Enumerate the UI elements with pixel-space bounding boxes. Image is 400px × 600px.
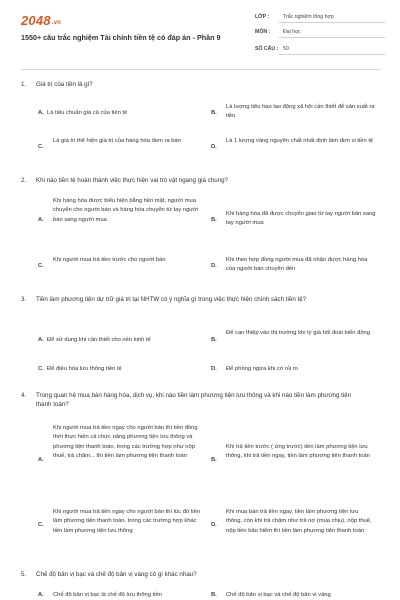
option-text: Để phòng ngừa khi có rủi ro [226, 366, 298, 372]
option-letter: C. [38, 522, 44, 528]
question-text: Giá trị của tiền là gì? [36, 81, 93, 88]
question-number: 5. [21, 571, 27, 578]
meta-socau-label: SỐ CÂU : [255, 46, 279, 52]
option-letter: D. [211, 144, 217, 150]
option-text: Là lượng tiêu hao lao động xã hội cần thiết để sản xuất ra tiền [226, 104, 375, 120]
option-text: Khi hàng hóa được biểu hiện bằng tiền mặt, người mua chuyển cho người bán và hàng hóa chuyển từ tay người bán sang người mua [53, 198, 199, 223]
question-number: 4. [21, 392, 27, 399]
option-letter: A. [38, 110, 44, 116]
option-text: Khi người mua trả tiền trước cho người bán [53, 257, 166, 263]
option-letter: A. [38, 337, 44, 343]
meta-mon-underline [279, 37, 385, 38]
option-text: Chế độ bản vị bạc là chế độ lưu thông tiền [53, 592, 162, 598]
document-header [0, 0, 400, 64]
option-letter: D. [211, 522, 217, 528]
document-title: 1550+ câu trắc nghiệm Tài chính tiền tệ có đáp án - Phần 9 [21, 33, 221, 42]
question-text: Chế độ bản vị bạc và chế độ bản vị vàng có gì khác nhau? [36, 571, 197, 578]
meta-lop-label: LỚP : [255, 14, 270, 20]
question-text: Trong quan hệ mua bán hàng hóa, dịch vụ, khi nào tiền làm phương tiện lưu thông và khi nào tiền làm phương tiện thanh toán? [36, 392, 352, 409]
option-letter: B. [211, 110, 217, 116]
option-text: Khi trả tiền trước ( ứng trước) tiền làm phương tiện lưu thông, khi trả tiền ngay, tiền làm phương tiện thanh toán [226, 444, 370, 460]
option-text: Để điều hòa lưu thông tiền tệ [47, 366, 122, 372]
option-text: Là tiêu chuẩn giá cả của tiền tệ [47, 110, 128, 116]
logo-number: 2048 [21, 13, 51, 28]
meta-mon-label: MÔN : [255, 29, 271, 35]
meta-lop-value: Trắc nghiệm tổng hợp [283, 14, 334, 20]
option-text: Khi người mua trả tiền ngay cho người bán thì lúc đó tiền làm phương tiện thanh toán, trong các trường hợp khác tiền làm phương tiện lưu thông [53, 509, 201, 534]
option-letter: A. [38, 592, 44, 598]
option-letter: C. [38, 366, 44, 372]
option-letter: A. [38, 457, 44, 463]
option-text: Để sử dụng khi cần thiết cho nền kinh tế [47, 337, 151, 343]
logo-domain: .vn [51, 20, 62, 26]
option-letter: C. [38, 263, 44, 269]
option-text: Là 1 lượng vàng nguyên chất nhất định làm đơn vị tiền tệ [226, 138, 374, 144]
meta-mon-value: Đại học [283, 29, 301, 35]
option-letter: D. [211, 263, 217, 269]
question-number: 2. [21, 177, 27, 184]
meta-socau-value: 50 [283, 46, 289, 52]
option-letter: C. [38, 144, 44, 150]
option-letter: B. [211, 457, 217, 463]
option-letter: B. [211, 592, 217, 598]
option-letter: D. [211, 366, 217, 372]
option-letter: B. [211, 337, 217, 343]
option-text: Chế độ bản vị bạc và chế độ bản vị vàng [226, 592, 331, 598]
option-text: Là giá trị thể hiện giá trị của hàng hóa đem ra bán [53, 138, 181, 144]
option-text: Để can thiệp vào thị trường khi tỷ giá hối đoái biến động [226, 330, 370, 336]
option-text: Khi hàng hóa đã được chuyển giao từ tay người bán sang tay người mua [226, 211, 376, 227]
header-divider [21, 69, 380, 70]
meta-lop-underline [279, 22, 385, 23]
question-number: 1. [21, 81, 27, 88]
option-text: Khi theo hợp đồng người mua đã nhận được hàng hóa của người bán chuyển đến [226, 257, 368, 273]
question-number: 3. [21, 296, 27, 303]
meta-socau-underline [279, 54, 385, 55]
option-letter: B. [211, 217, 217, 223]
question-text: Khi nào tiền tệ hoàn thành việc thực hiện vai trò vật ngang giá chung? [36, 177, 228, 184]
option-text: Khi mua bán trả tiền ngay, tiền làm phương tiện lưu thông, còn khi trả chậm như trả nợ (mua chịu), nộp thuế, nộp tiền bảo hiểm thì tiền làm phương tiện thanh toán [226, 509, 372, 534]
option-text: Khi người mua trả tiền ngay cho người bán thì tiền đồng thời thực hiện cả chức năng phương tiện lưu thông và phương tiện thanh toán, trong các trường hợp như nộp thuế, trả chậm... thì tiền làm phương tiện thanh toán [53, 425, 198, 459]
option-letter: A. [38, 217, 44, 223]
site-logo[interactable] [21, 13, 61, 28]
question-text: Tiền làm phương tiện dự trữ giá trị tại NHTW có ý nghĩa gì trong việc thực hiện chính sách tiền tệ? [36, 296, 307, 303]
